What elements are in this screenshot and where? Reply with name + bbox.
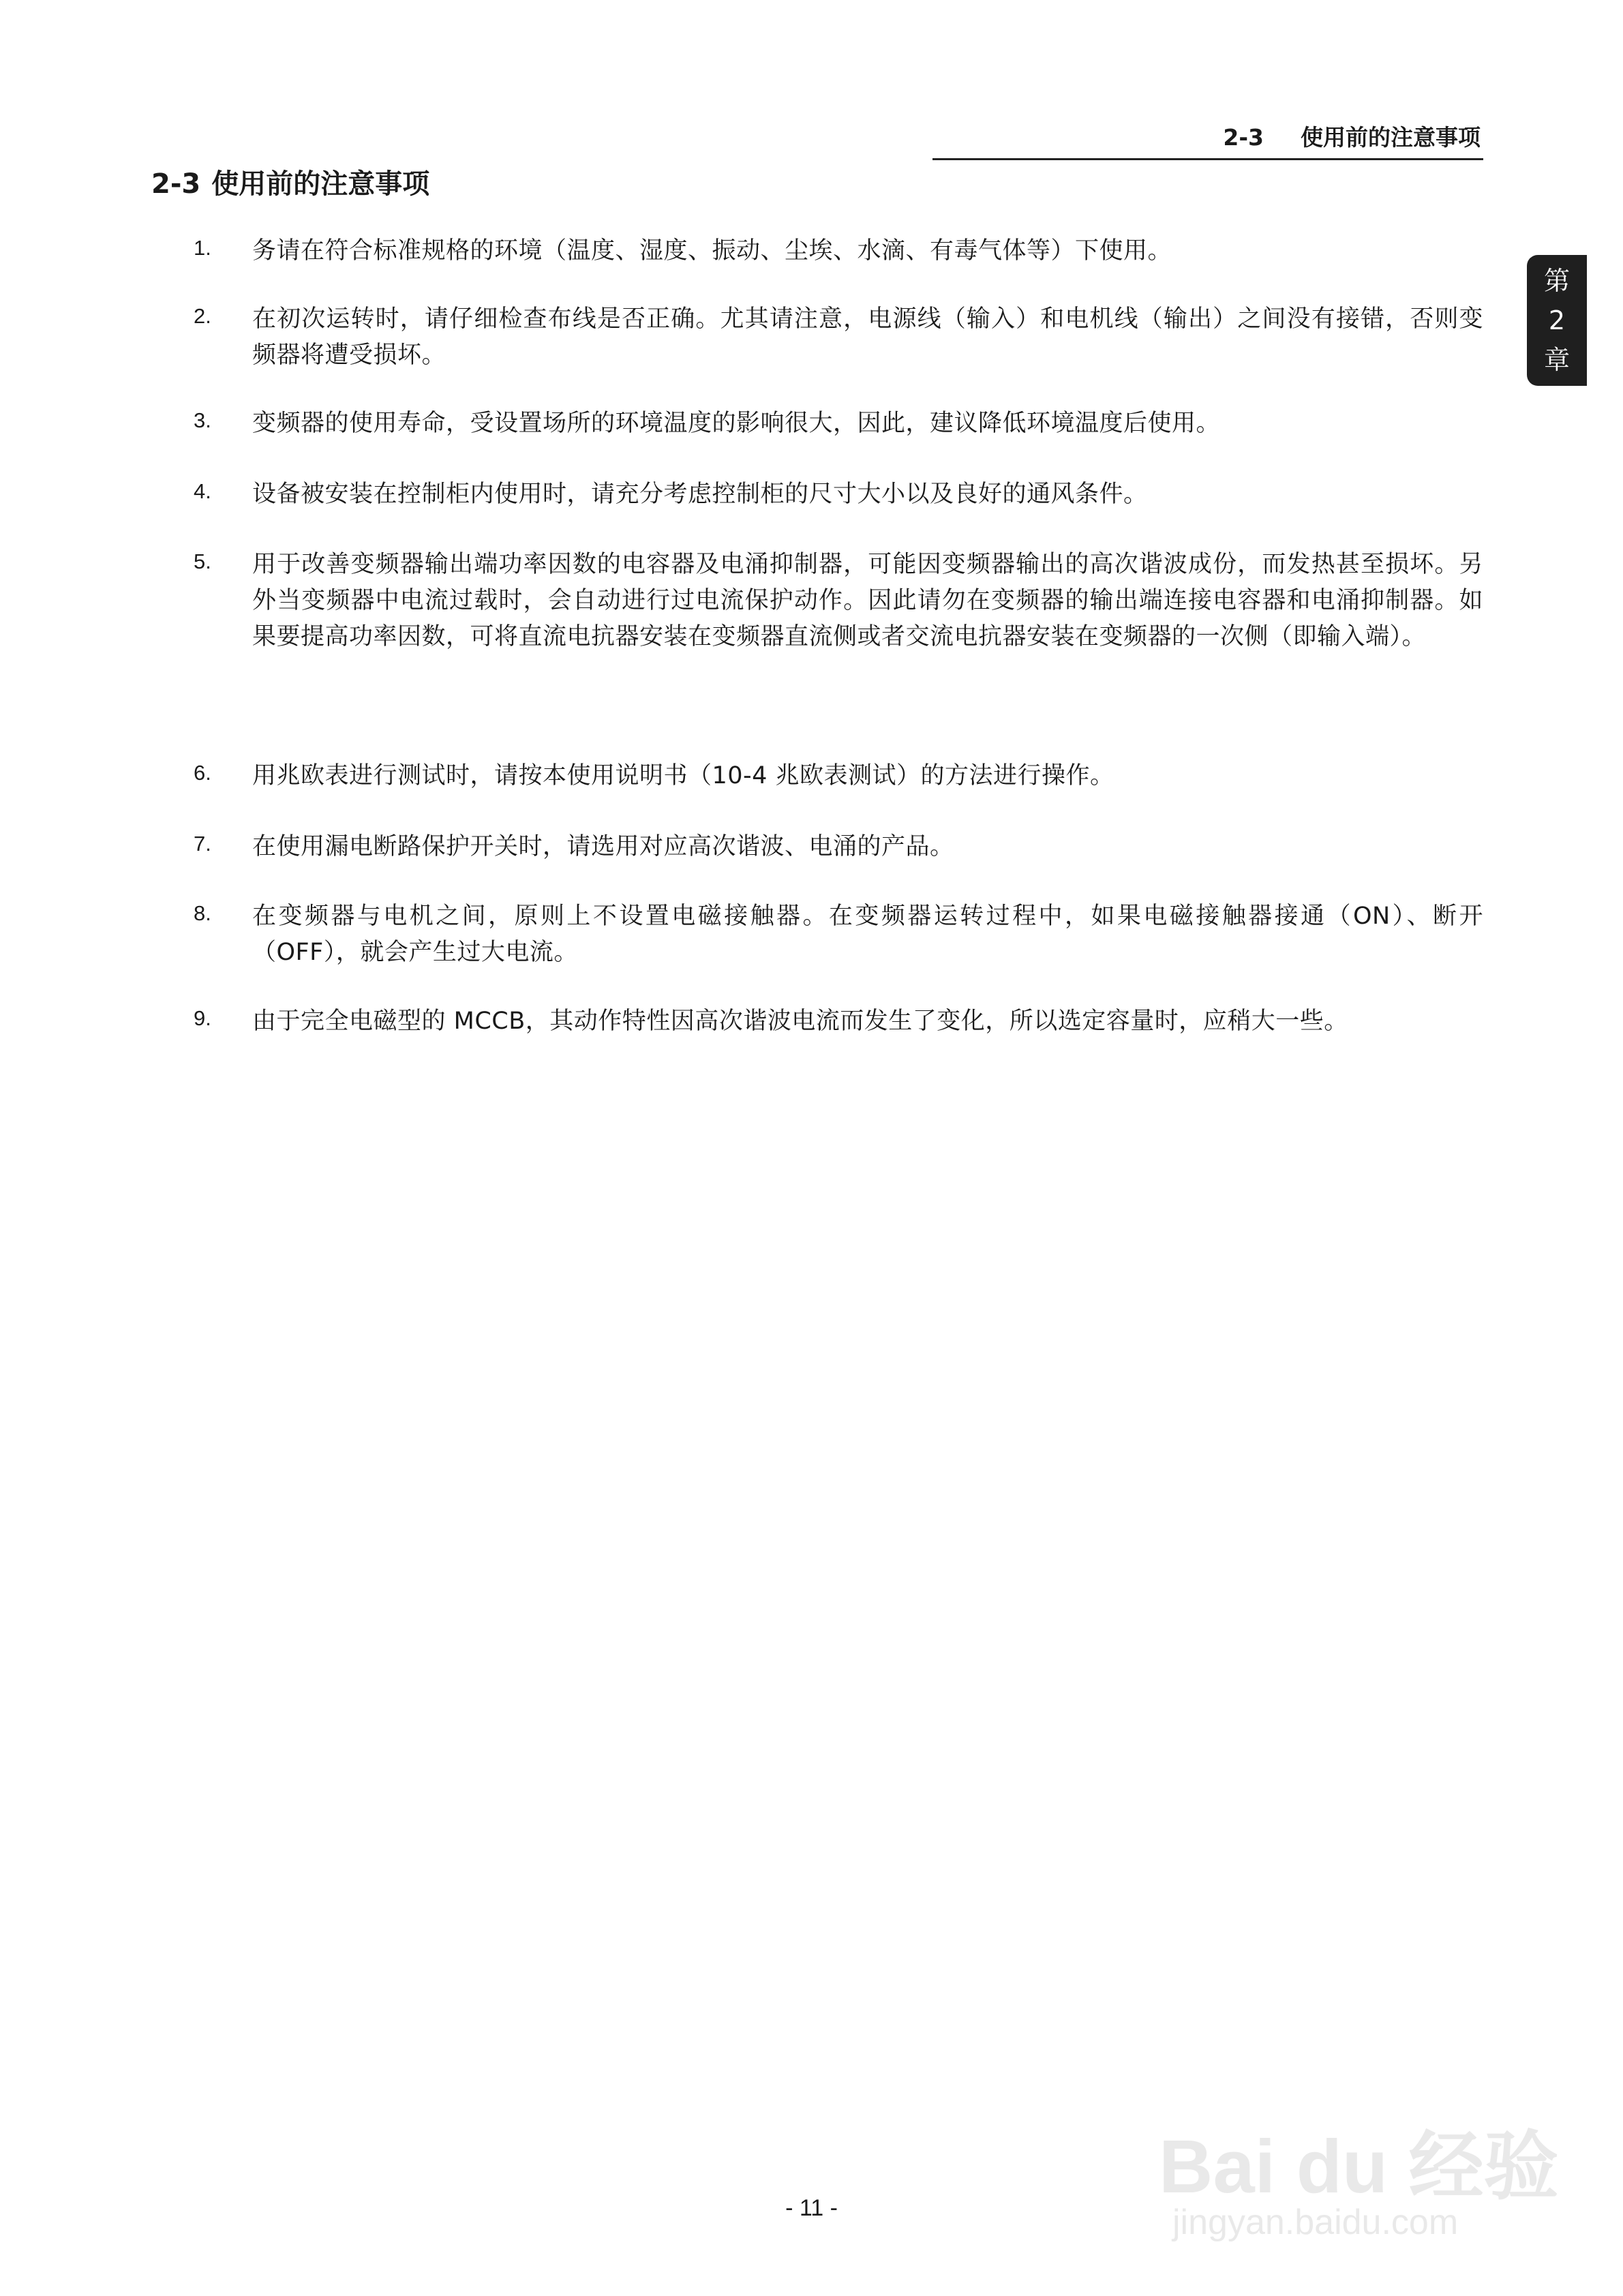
baidu-watermark — [1159, 2066, 1559, 2256]
chapter-tab — [1527, 255, 1587, 386]
section-title — [151, 162, 429, 201]
list-item-text: 变频器的使用寿命，受设置场所的环境温度的影响很大，因此，建议降低环境温度后使用。 — [252, 410, 1221, 437]
chapter-tab-line3: 章 — [1543, 345, 1570, 375]
list-item-text: 设备被安装在控制柜内使用时，请充分考虑控制柜的尺寸大小以及良好的通风条件。 — [252, 481, 1148, 508]
watermark-url: jingyan.baidu.com — [1172, 2203, 1459, 2242]
header-section-title: 使用前的注意事项 — [1301, 124, 1481, 151]
list-item-number: 4. — [194, 479, 211, 503]
list-item-text: 由于完全电磁型的 MCCB，其动作特性因高次谐波电流而发生了变化，所以选定容量时，应稍大一些。 — [252, 1008, 1348, 1035]
list-item-text: 用兆欧表进行测试时，请按本使用说明书（10-4 兆欧表测试）的方法进行操作。 — [252, 762, 1114, 789]
list-item-number: 8. — [194, 901, 211, 925]
chapter-tab-line1: 第 — [1543, 266, 1570, 296]
watermark-logo: Bai du 经验 — [1159, 2125, 1559, 2209]
list-item-number: 5. — [194, 549, 211, 573]
list-item-number: 1. — [194, 236, 211, 260]
header-section-number: 2-3 — [1223, 124, 1264, 151]
list-item-number: 9. — [194, 1006, 211, 1030]
chapter-tab-line2: 2 — [1548, 305, 1566, 335]
list-item-text: 用于改善变频器输出端功率因数的电容器及电涌抑制器，可能因变频器输出的高次谐波成份，而发热甚至损坏。另外当变频器中电流过载时，会自动进行过电流保护动作。因此请勿在变频器的输出端连接电容器和电涌抑制器。如果要提高功率因数，可将直流电抗器安装在变频器直流侧或者交流电抗器安装在变频器的一次侧（即输入端）。 — [252, 551, 1483, 650]
section-number: 2-3 — [151, 168, 201, 200]
list-item-text: 在变频器与电机之间，原则上不设置电磁接触器。在变频器运转过程中，如果电磁接触器接通（ON）、断开（OFF），就会产生过大电流。 — [252, 903, 1483, 966]
page-number: - 11 - — [785, 2195, 838, 2221]
list-item-text: 务请在符合标准规格的环境（温度、湿度、振动、尘埃、水滴、有毒气体等）下使用。 — [252, 237, 1172, 265]
running-header-text — [1223, 120, 1481, 152]
list-item-number: 2. — [194, 304, 211, 328]
running-header — [932, 119, 1483, 160]
list-item-number: 7. — [194, 832, 211, 856]
list-item-text: 在使用漏电断路保护开关时，请选用对应高次谐波、电涌的产品。 — [252, 833, 954, 860]
section-title-text: 使用前的注意事项 — [211, 168, 430, 200]
list-item-number: 3. — [194, 408, 211, 432]
list-item-text: 在初次运转时，请仔细检查布线是否正确。尤其请注意，电源线（输入）和电机线（输出）之间没有接错，否则变频器将遭受损坏。 — [252, 305, 1483, 369]
list-item-number: 6. — [194, 761, 211, 785]
